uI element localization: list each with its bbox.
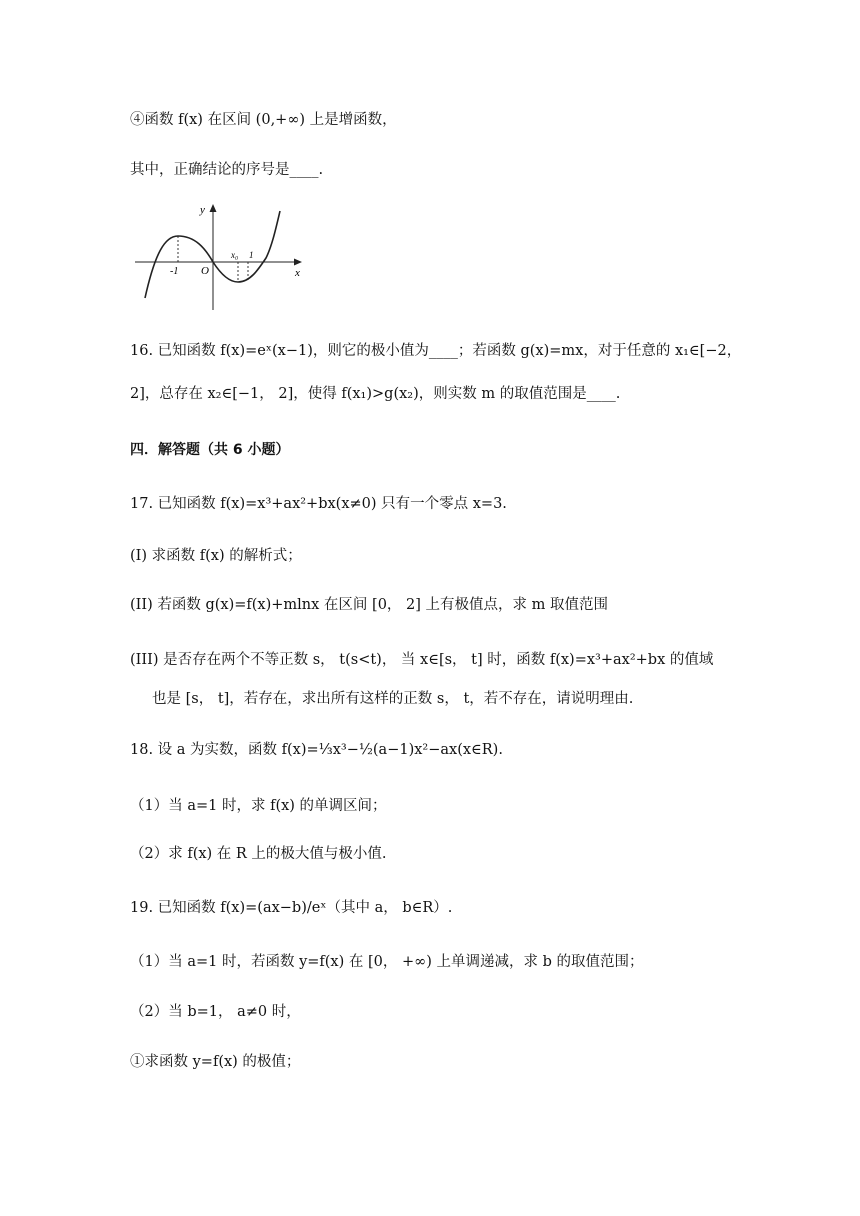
q19-part-2: （2）当 b=1， a≠0 时， xyxy=(130,1004,301,1020)
q17-part-ii: (II) 若函数 g(x)=f(x)+mlnx 在区间 [0， 2] 上有极值点，求 m 取值范围 xyxy=(130,597,608,613)
q16-line-1: 16. 已知函数 f(x)=eˣ(x−1)，则它的极小值为____；若函数 g(x)=mx，对于任意的 x₁∈[−2， xyxy=(130,343,742,359)
q17-part-iii-line-2: 也是 [s， t]，若存在，求出所有这样的正数 s， t，若不存在，请说明理由. xyxy=(152,691,634,707)
y-axis-label: y xyxy=(200,204,205,216)
q19-stem: 19. 已知函数 f(x)=(ax−b)/eˣ（其中 a， b∈R）. xyxy=(130,900,453,916)
q17-stem: 17. 已知函数 f(x)=x³+ax²+bx(x≠0) 只有一个零点 x=3. xyxy=(130,496,507,512)
x0-label: x₀ xyxy=(231,250,239,260)
section-heading: 四．解答题（共 6 小题） xyxy=(130,442,290,458)
x-axis-arrow xyxy=(294,259,302,266)
q19-part-1: （1）当 a=1 时，若函数 y=f(x) 在 [0， +∞) 上单调递减，求 b 的取值范围； xyxy=(130,954,644,970)
q16-line-2: 2]，总存在 x₂∈[−1， 2]，使得 f(x₁)>g(x₂)，则实数 m 的取值范围是____. xyxy=(130,386,621,402)
q18-part-1: （1）当 a=1 时，求 f(x) 的单调区间； xyxy=(130,798,387,814)
q18-part-2: （2）求 f(x) 在 R 上的极大值与极小值. xyxy=(130,846,387,862)
q18-stem: 18. 设 a 为实数，函数 f(x)=⅓x³−½(a−1)x²−ax(x∈R). xyxy=(130,742,503,758)
line-answer-prompt: 其中，正确结论的序号是____. xyxy=(130,162,324,178)
q17-part-i: (I) 求函数 f(x) 的解析式； xyxy=(130,548,302,564)
minus-one-label: -1 xyxy=(170,266,179,277)
q19-part-2-sub-1: ①求函数 y=f(x) 的极值； xyxy=(130,1054,301,1070)
q17-part-iii-line-1: (III) 是否存在两个不等正数 s， t(s<t)， 当 x∈[s， t] 时，函数 f(x)=x³+ax²+bx 的值域 xyxy=(130,652,714,668)
x-axis-label: x xyxy=(295,267,300,279)
y-axis-arrow xyxy=(210,204,217,212)
one-label: 1 xyxy=(249,250,254,260)
origin-label: O xyxy=(201,265,209,277)
function-graph xyxy=(130,198,310,316)
line-condition-4: ④函数 f(x) 在区间 (0,+∞) 上是增函数， xyxy=(130,112,397,128)
